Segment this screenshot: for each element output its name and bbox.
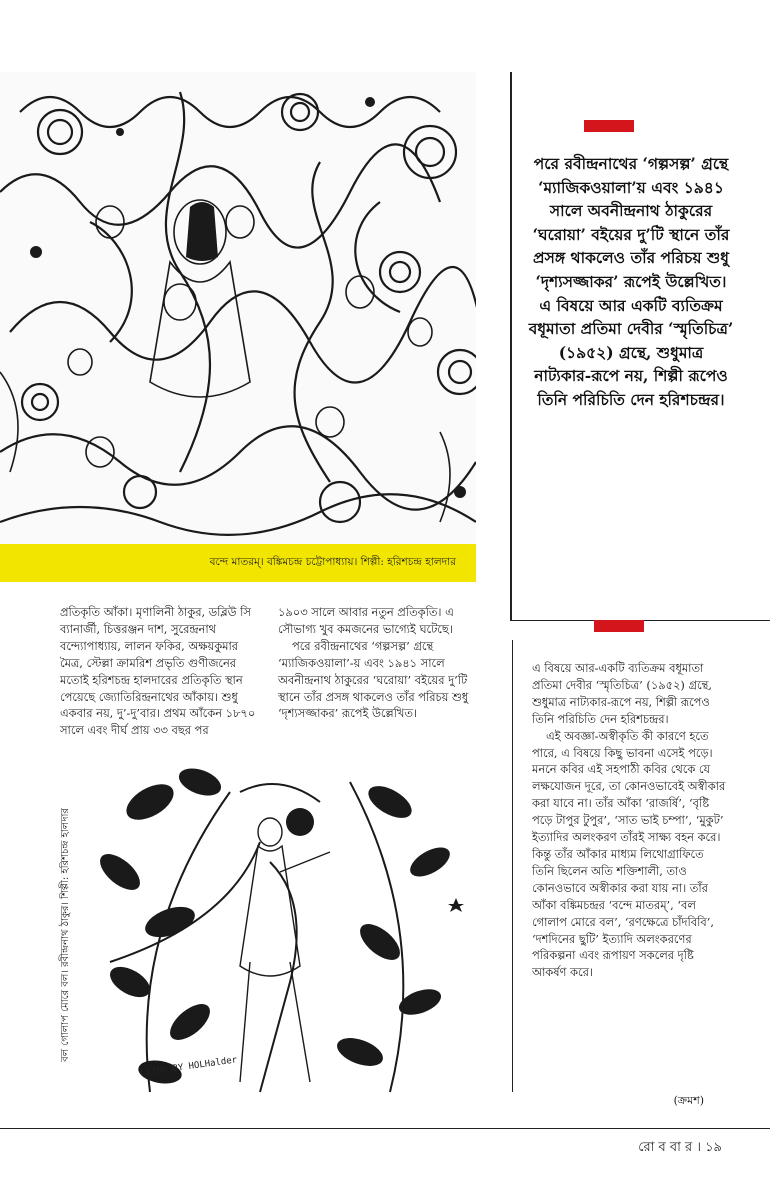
bottom-illustration — [90, 762, 468, 1100]
pull-quote-marker-top — [584, 120, 634, 132]
bande-mataram-artwork — [0, 72, 476, 544]
footer-rule — [0, 1128, 770, 1129]
col2-paragraph-1: ১৯০৩ সালে আবার নতুন প্রতিকৃতি। এ সৌভাগ্য খুব কমজনের ভাগ্যেই ঘটেছে। — [278, 605, 454, 636]
col3-paragraph-1: এ বিষয়ে আর-একটি ব্যতিক্রম বধূমাতা প্রতিমা দেবীর ‘স্মৃতিচিত্র’ (১৯৫২) গ্রন্থে, শুধুমাত্র নাট্যকার-রূপে নয়, শিল্পী রূপেও তিনি পরিচিতি দেন হরিশচন্দ্রর। — [532, 661, 712, 726]
sidebar-rule-left — [510, 72, 512, 620]
top-illustration — [0, 72, 476, 544]
col3-paragraph-2: এই অবজ্ঞা-অস্বীকৃতি কী কারণে হতে পারে, এ বিষয়ে কিছু ভাবনা এসেই পড়ে। মননে কবির এই সহপাঠী কবির থেকে যে লক্ষযোজন দূরে, তা কোনওভাবেই অস্বীকার করা যাবে না। তাঁর আঁকা ‘রাজর্ষি’, ‘বৃষ্টি পড়ে টাপুর টুপুর’, ‘সাত ভাই চম্পা’, ‘মুকুট’ ইত্যাদির অলংকরণ তাঁরই সাক্ষ্য বহন করে। কিন্তু তাঁর আঁকার মাধ্যম লিথোগ্রাফিতে তিনি ছিলেন অতি শক্তিশালী, তাও কোনওভাবে অস্বীকার করা যায় না। তাঁর আঁকা বঙ্কিমচন্দ্রর ‘বন্দে মাতরম্’, ‘বল গোলাপ মোরে বল’, ‘রণক্ষেত্রে চাঁদবিবি’, ‘দশদিনের ছুটি’ ইত্যাদি অলংকরণের পরিকল্পনা এবং রূপায়ণ সকলের দৃষ্টি আকর্ষণ করে। — [532, 728, 726, 980]
column-rule — [512, 640, 513, 1092]
bottom-caption-wrap — [58, 770, 76, 1100]
continued-marker: (ক্রমশ) — [673, 1094, 704, 1107]
footer-folio: রো ব বা র । ১৯ — [638, 1140, 722, 1155]
body-column-3 — [532, 660, 728, 981]
pull-quote: পরে রবীন্দ্রনাথের ‘গল্পসল্প’ গ্রন্থে ‘ম্যাজিকওয়ালা’য় এবং ১৯৪১ সালে অবনীন্দ্রনাথ ঠাকুরের ‘ঘরোয়া’ বইয়ের দু’টি স্থানে তাঁর প্রসঙ্গ থাকলেও তাঁর পরিচয় শুধু ‘দৃশ্যসজ্জাকর’ রূপেই উল্লেখিত। এ বিষয়ে আর একটি ব্যতিক্রম বধূমাতা প্রতিমা দেবীর ‘স্মৃতিচিত্র’ (১৯৫২) গ্রন্থে, শুধুমাত্র নাট্যকার-রূপে নয়, শিল্পী রূপেও তিনি পরিচিতি দেন হরিশচন্দ্রর। — [528, 154, 734, 409]
top-caption: বন্দে মাতরম্‌। বঙ্কিমচন্দ্র চট্টোপাধ্যায়। শিল্পী: হরিশচন্দ্র হালদার — [209, 556, 456, 568]
bol-golap-artwork — [90, 762, 468, 1100]
body-column-1 — [60, 604, 256, 739]
col2-paragraph-2: পরে রবীন্দ্রনাথের ‘গল্পসল্প’ গ্রন্থে ‘ম্যাজিকওয়ালা’-য় এবং ১৯৪১ সালে অবনীন্দ্রনাথ ঠাকুরের ‘ঘরোয়া’ বইয়ের দু’টি স্থানে তাঁর প্রসঙ্গ থাকলেও তাঁর পরিচয় শুধু ‘দৃশ্যসজ্জাকর’ রূপেই উল্লেখিত। — [278, 638, 469, 721]
pull-quote-marker-bottom — [594, 620, 644, 632]
top-caption-bar — [0, 544, 476, 582]
body-column-2 — [278, 604, 478, 722]
col1-paragraph: প্রতিকৃতি আঁকা। মৃণালিনী ঠাকুর, ডব্লিউ সি ব্যানার্জী, চিত্তরঞ্জন দাশ, সুরেন্দ্রনাথ বন্দ্যোপাধ্যায়, লালন ফকির, অক্ষয়কুমার মৈত্র, স্টেল্লা ক্রামরিশ প্রভৃতি গুণীজনের মতোই হরিশচন্দ্র হালদারের প্রতিকৃতি স্থান পেয়েছে জ্যোতিরিন্দ্রনাথের আঁকায়। শুধু একবার নয়, দু’-দু’বার। প্রথম আঁকেন ১৮৭০ সালে এবং দীর্ঘ প্রায় ৩৩ বছর পর — [60, 605, 256, 738]
artist-signature: LITHO BY HOLHalder — [139, 1055, 238, 1079]
bottom-caption: বল গোলাপ মোরে বল। রবীন্দ্রনাথ ঠাকুর। শিল্পী: হরিশচন্দ্র হালদার — [60, 808, 71, 1062]
